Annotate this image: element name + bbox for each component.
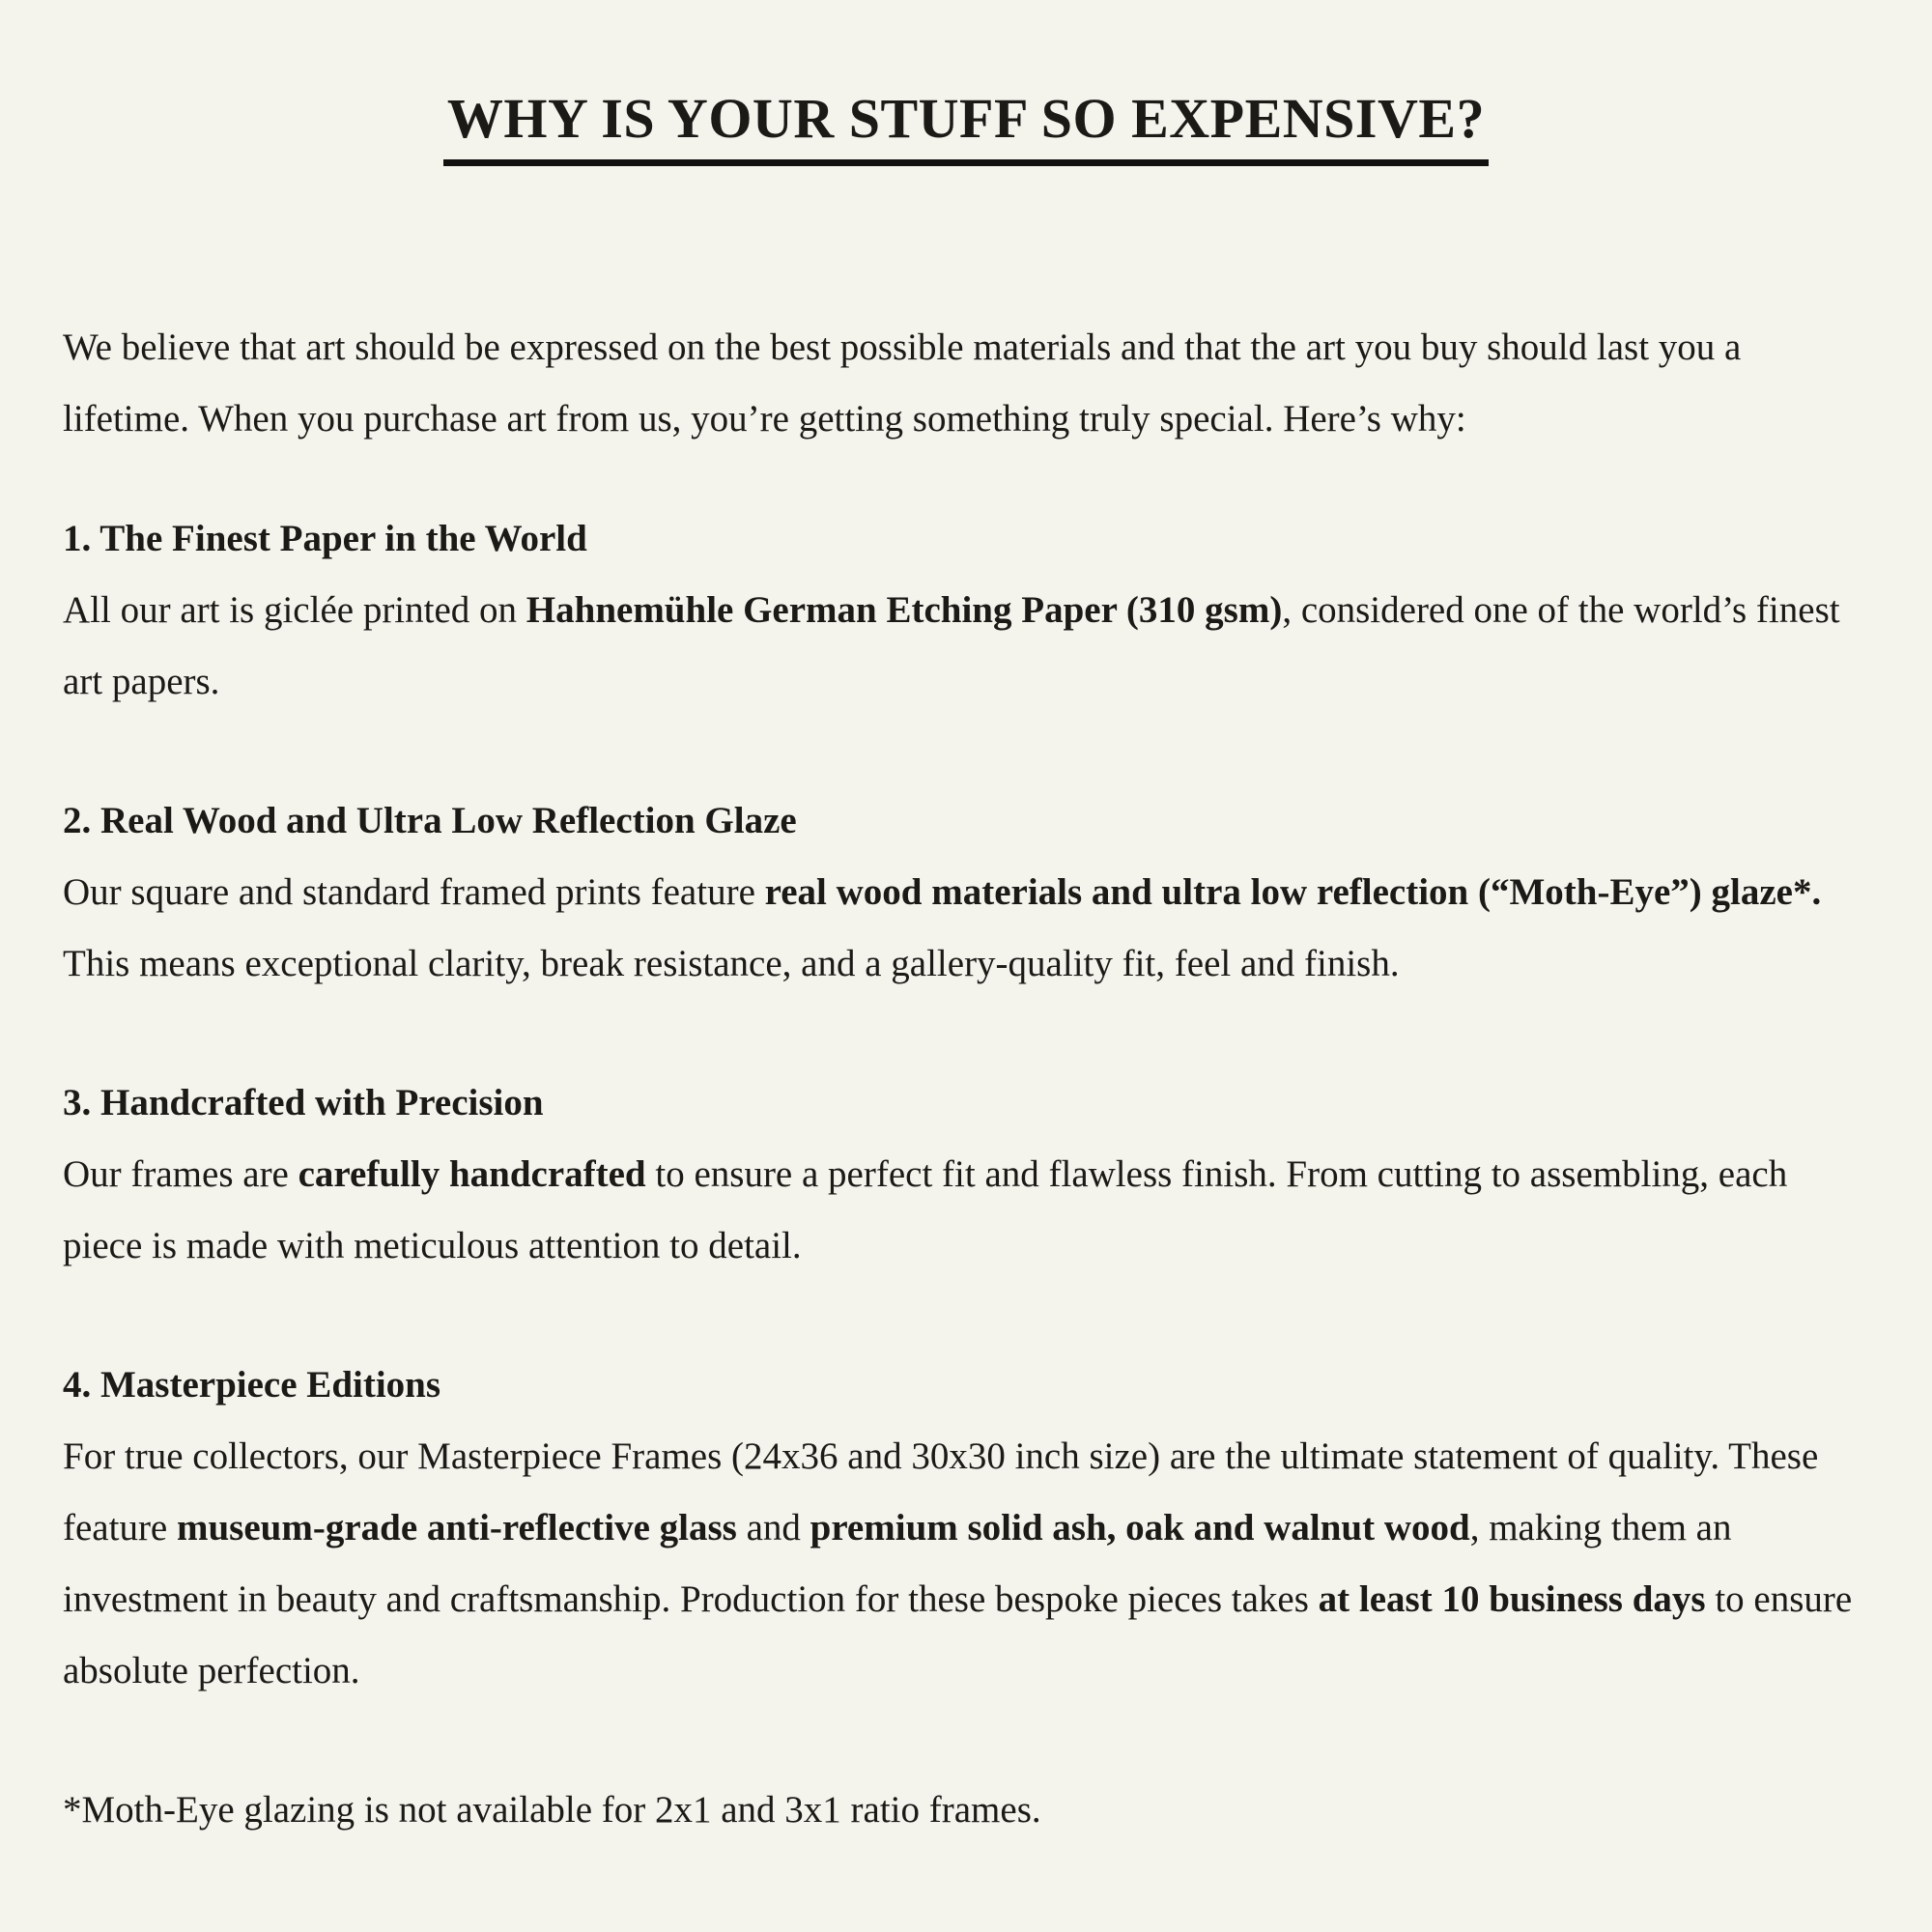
text-run: premium solid ash, oak and walnut wood	[810, 1506, 1470, 1548]
text-run: carefully handcrafted	[298, 1152, 646, 1195]
text-run: This means exceptional clarity, break resistance, and a gallery-quality fit, feel and finish.	[63, 942, 1400, 984]
section-paragraph	[63, 1139, 1869, 1282]
text-run: , making them an investment in beauty and craftsmanship. Production for these bespoke pieces takes	[63, 1506, 1732, 1620]
text-run: For true collectors, our Masterpiece Frames (24x36 and 30x30 inch size) are the ultimate statement of quality. These feature	[63, 1435, 1819, 1548]
section-heading: 1. The Finest Paper in the World	[63, 517, 587, 559]
title-row	[63, 50, 1869, 204]
section-heading: 4. Masterpiece Editions	[63, 1363, 441, 1406]
text-run: museum-grade anti-reflective glass	[177, 1506, 737, 1548]
sections-container	[63, 503, 1869, 1707]
text-run: Our square and standard framed prints feature	[63, 870, 765, 913]
section-paragraph	[63, 1421, 1869, 1707]
text-run: Our frames are	[63, 1152, 298, 1195]
footnote: *Moth-Eye glazing is not available for 2x1 and 3x1 ratio frames.	[63, 1788, 1041, 1831]
section-paragraph	[63, 575, 1869, 718]
text-run: All our art is giclée printed on	[63, 588, 526, 631]
text-run: , considered one of the world’s finest art papers.	[63, 588, 1840, 702]
faq-section	[63, 785, 1869, 1000]
faq-section	[63, 1067, 1869, 1282]
faq-section	[63, 503, 1869, 718]
page-title: WHY IS YOUR STUFF SO EXPENSIVE?	[443, 88, 1489, 166]
text-run: Hahnemühle German Etching Paper (310 gsm)	[526, 588, 1283, 631]
intro-paragraph: We believe that art should be expressed on the best possible materials and that the art you buy should last you a lifetime. When you purchase art from us, you’re getting something truly special. Here’s why:	[63, 326, 1742, 440]
section-paragraph	[63, 857, 1869, 1000]
text-run: and	[736, 1506, 810, 1548]
section-heading: 2. Real Wood and Ultra Low Reflection Glaze	[63, 799, 797, 841]
text-run: real wood materials and ultra low reflection (“Moth-Eye”) glaze*.	[764, 870, 1822, 913]
text-run: at least 10 business days	[1318, 1577, 1706, 1620]
text-run: to ensure a perfect fit and flawless finish. From cutting to assembling, each piece is made with meticulous attention to detail.	[63, 1152, 1788, 1266]
section-heading: 3. Handcrafted with Precision	[63, 1081, 544, 1123]
faq-section	[63, 1350, 1869, 1707]
text-run: to ensure absolute perfection.	[63, 1577, 1853, 1691]
